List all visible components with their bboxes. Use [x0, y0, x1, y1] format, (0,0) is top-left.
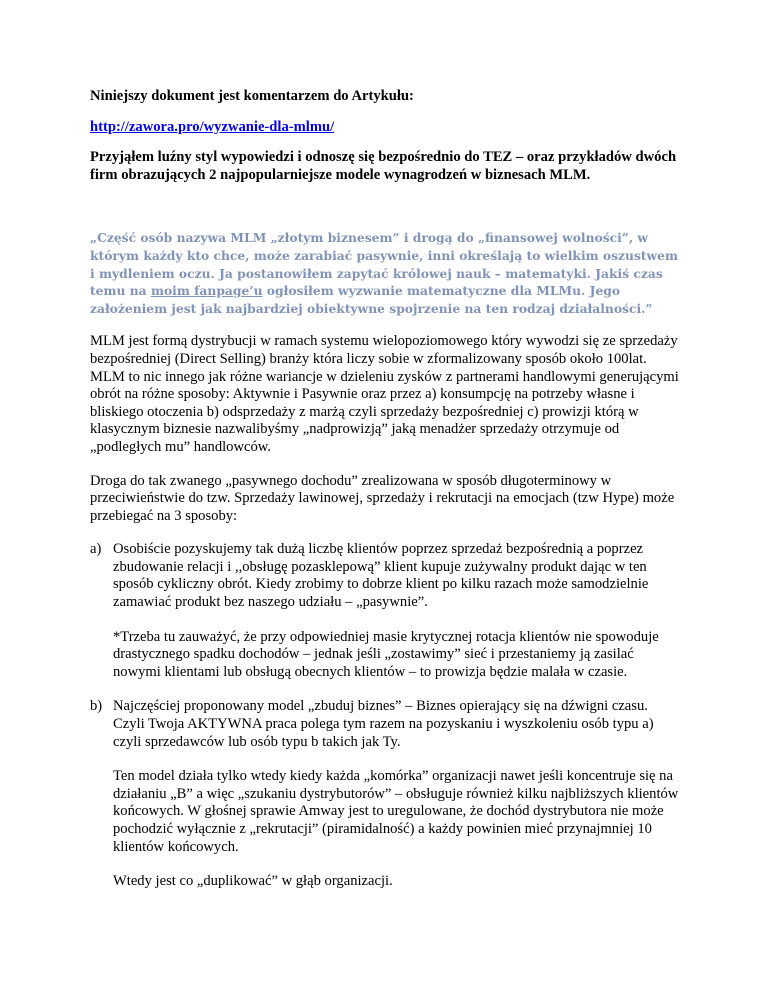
quote-part-1: „Część osób nazywa MLM „złotym biznesem” i drogą do „finansowej wolności”, w którym każdy kto chce, może zarabiać pasywnie, inni określają to wielkim oszustwem i mydleniem oczu. Ja postanowiłem zapytać królowej nauk – matematyki. Jakiś czas temu na: [90, 230, 678, 299]
quote-part-2: ogłosiłem wyzwanie matematyczne dla MLMu. Jego założeniem jest jak najbardziej obiektywne spojrzenie na ten rodzaj działalności.”: [90, 283, 653, 316]
list-item-b-paragraph-2: Ten model działa tylko wtedy kiedy każda „komórka” organizacji nawet jeśli koncentruje się na działaniu „B” a więc „szukaniu dystrybutorów” – obsługuje również kilku najbliższych klientów końcowych. W głośnej sprawie Amway jest to uregulowane, że dochód dystrybutora nie może pochodzić wyłącznie z „rekrutacji” (piramidalność) a każdy powinien mieć przynajmniej 10 klientów końcowych.: [113, 768, 679, 855]
list-item-a-text: Osobiście pozyskujemy tak dużą liczbę klientów poprzez sprzedaż bezpośrednią a poprzez zbudowanie relacji i ,,obsługę pozasklepową” klient kupuje zużywalny produkt dając w ten sposób cykliczny obrót. Kiedy zrobimy to dobrze klient po kilku razach może samodzielnie zamawiać produkt bez naszego udziału – „pasywnie”.: [113, 541, 649, 611]
list-item-b-paragraph-3: Wtedy jest co „duplikować” w głąb organizacji.: [113, 873, 393, 890]
list-item-b: [90, 698, 680, 890]
document-body: [90, 88, 680, 891]
paragraph-passive-income: Droga do tak zwanego „pasywnego dochodu” zrealizowana w sposób długoterminowy w przeciwieństwie do tzw. Sprzedaży lawinowej, sprzedaży i rekrutacji na emocjach (tzw Hype) może przebiegać na 3 sposoby:: [90, 472, 675, 524]
fanpage-link[interactable]: moim fanpage’u: [150, 283, 263, 299]
style-note: Przyjąłem luźny styl wypowiedzi i odnoszę się bezpośrednio do TEZ – oraz przykładów dwóch firm obrazujących 2 najpopularniejsze modele wynagrodzeń w biznesach MLM.: [90, 149, 677, 183]
list-item-a: [90, 541, 680, 681]
list-marker-a: a): [90, 541, 102, 558]
list-marker-b: b): [90, 698, 103, 715]
article-link[interactable]: http://zawora.pro/wyzwanie-dla-mlmu/: [90, 118, 335, 135]
paragraph-mlm-definition: MLM jest formą dystrybucji w ramach systemu wielopoziomowego który wywodzi się ze sprzedaży bezpośredniej (Direct Selling) branży która liczy sobie w zformalizowany sposób około 100lat. MLM to nic innego jak różne wariancje w dzieleniu zysków z partnerami handlowymi generującymi obrót na różne sposoby: Aktywnie i Pasywnie oraz przez a) konsumpcję na potrzeby własne i bliskiego otoczenia b) odsprzedaży z marżą czyli sprzedaży bezpośredniej c) prowizji którą w klasycznym biznesie nazwalibyśmy „nadprowizją” jaką menadżer sprzedaży otrzymuje od „podległych mu” handlowców.: [90, 333, 679, 455]
list-item-b-text: Najczęściej proponowany model „zbuduj biznes” – Biznes opierający się na dźwigni czasu. Czyli Twoja AKTYWNA praca polega tym razem na pozyskaniu i wyszkoleniu osób typu a) czyli sprzedawców lub osób typu b takich jak Ty.: [113, 698, 654, 750]
intro-heading: Niniejszy dokument jest komentarzem do Artykułu:: [90, 88, 414, 104]
article-quote: [90, 229, 680, 317]
list-item-a-note: *Trzeba tu zauważyć, że przy odpowiedniej masie krytycznej rotacja klientów nie spowoduje drastycznego spadku dochodów – jednak jeśli „zostawimy” sieć i przestaniemy ją zasilać nowymi klientami lub obsługą obecnych klientów – to prowizja będzie malała w czasie.: [113, 628, 659, 680]
